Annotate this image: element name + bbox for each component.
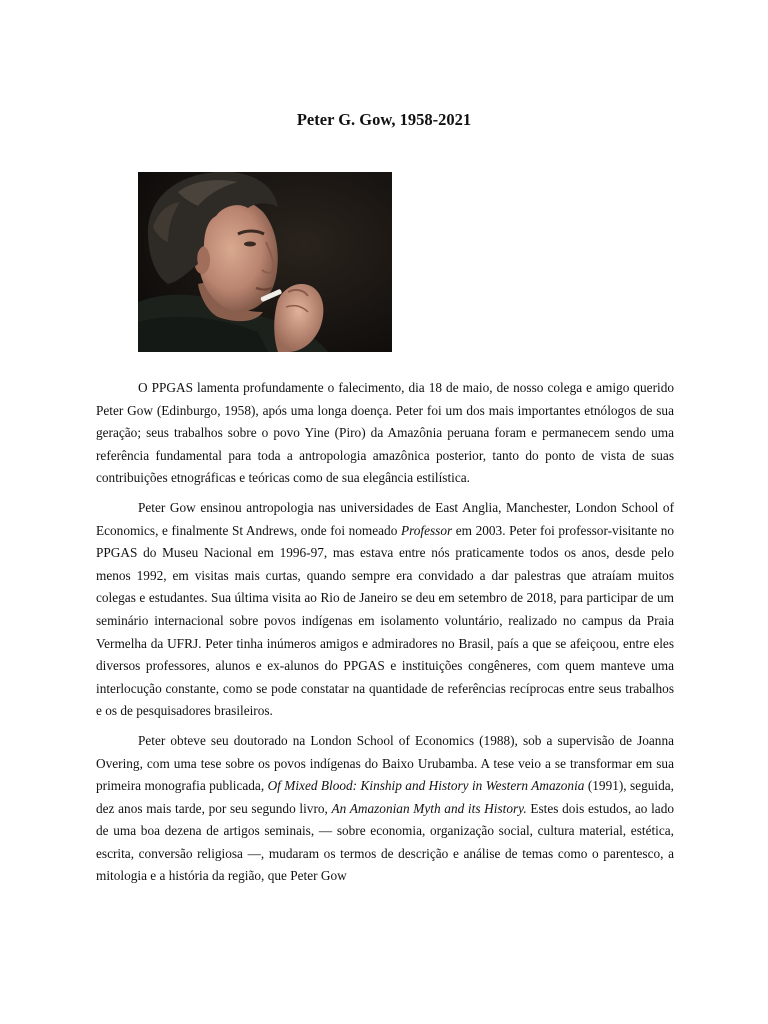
paragraph-text: (1991), seguida, dez anos mais tarde, por seu segundo livro, <box>96 778 674 816</box>
italic-text: Professor <box>400 522 453 538</box>
body-paragraph <box>96 377 674 490</box>
body-paragraph <box>96 497 674 723</box>
paragraph-text: Peter obteve seu doutorado na London School of Economics (1988), sob a supervisão de Joanna Overing, com uma tese sobre os povos indígenas do Baixo Urubamba. A tese veio a se transformar em sua primeira monografia publicada, <box>96 732 674 794</box>
article-body <box>96 377 674 895</box>
italic-text: Of Mixed Blood: Kinship and History in Western Amazonia <box>267 778 585 794</box>
page-title: Peter G. Gow, 1958-2021 <box>296 110 472 129</box>
paragraph-text: O PPGAS lamenta profundamente o falecimento, dia 18 de maio, de nosso colega e amigo querido Peter Gow (Edinburgo, 1958), após uma longa doença. Peter foi um dos mais importantes etnólogos de sua geração; seus trabalhos sobre o povo Yine (Piro) da Amazônia peruana foram e permanecem sendo uma referência fundamental para toda a antropologia amazônica posterior, tanto do ponto de vista de suas contribuições etnográficas e teóricas como de sua elegância estilística. <box>96 380 674 486</box>
body-paragraph <box>96 730 674 888</box>
paragraph-text: Peter Gow ensinou antropologia nas universidades de East Anglia, Manchester, London School of Economics, e finalmente St Andrews, onde foi nomeado <box>96 499 674 538</box>
paragraph-text: Estes dois estudos, ao lado de uma boa dezena de artigos seminais, — sobre economia, organização social, cultura material, estética, escrita, conversão religiosa —, mudaram os termos de descrição e análise de temas como o parentesco, a mitologia e a história da região, que Peter Gow <box>96 800 674 884</box>
italic-text: An Amazonian Myth and its History. <box>331 800 527 816</box>
paragraph-text: em 2003. Peter foi professor-visitante no PPGAS do Museu Nacional em 1996-97, mas estava entre nós praticamente todos os anos, desde pelo menos 1992, em visitas mais curtas, quando sempre era convidado a dar palestras que atraíam muitos colegas e estudantes. Sua última visita ao Rio de Janeiro se deu em setembro de 2018, para participar de um seminário internacional sobre povos indígenas em isolamento voluntário, realizado no campus da Praia Vermelha da UFRJ. Peter tinha inúmeros amigos e admiradores no Brasil, país a que se afeiçoou, entre eles diversos professores, alunos e ex-alunos do PPGAS e instituições congêneres, com quem manteve uma interlocução constante, como se pode constatar na quantidade de referências recíprocas entre seus trabalhos e os de pesquisadores brasileiros. <box>96 522 674 719</box>
portrait-photo <box>138 172 392 352</box>
